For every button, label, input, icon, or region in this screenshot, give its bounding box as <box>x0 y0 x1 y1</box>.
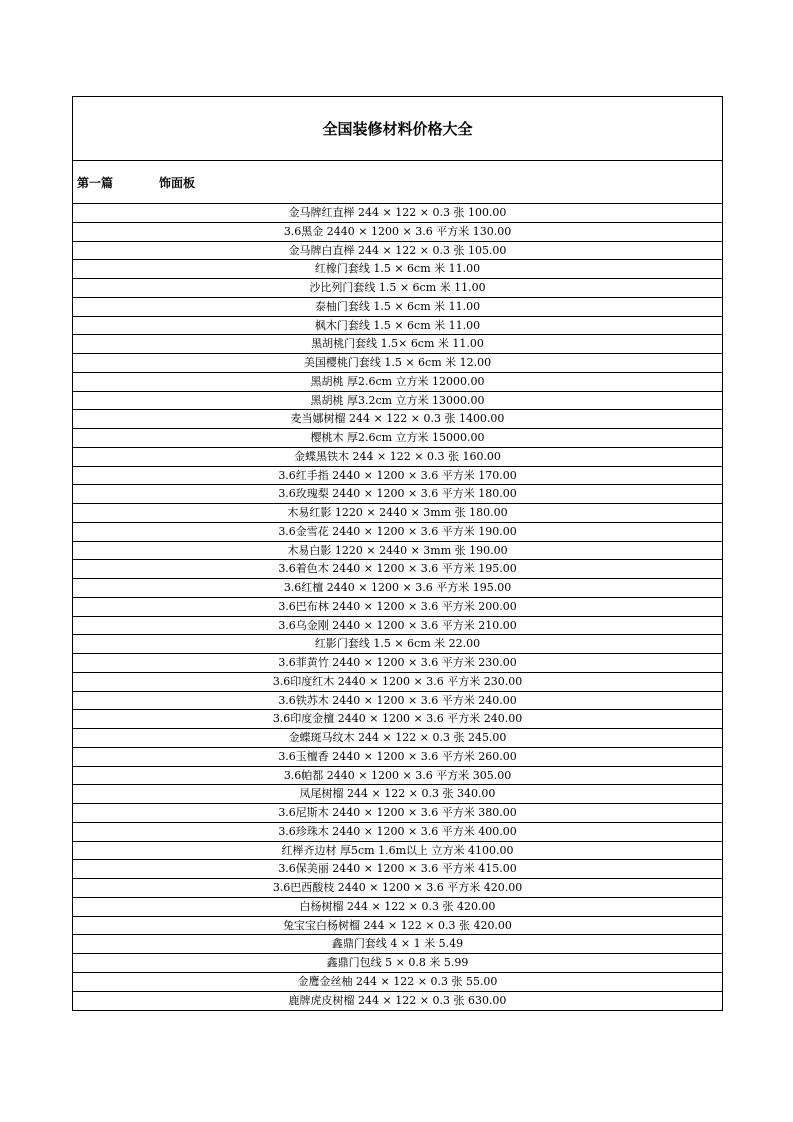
material-price-row: 凤尾树榴 244 × 122 × 0.3 张 340.00 <box>73 785 722 804</box>
material-price-row: 鑫鼎门包线 5 × 0.8 米 5.99 <box>73 954 722 973</box>
document-title: 全国装修材料价格大全 <box>322 120 473 138</box>
material-price-row: 3.6菲黄竹 2440 × 1200 × 3.6 平方米 230.00 <box>73 654 722 673</box>
material-price-row: 3.6巴西酸枝 2440 × 1200 × 3.6 平方米 420.00 <box>73 879 722 898</box>
material-price-row: 3.6乌金刚 2440 × 1200 × 3.6 平方米 210.00 <box>73 617 722 636</box>
material-price-row: 金马牌红直榉 244 × 122 × 0.3 张 100.00 <box>73 204 722 223</box>
material-price-row: 3.6珍珠木 2440 × 1200 × 3.6 平方米 400.00 <box>73 823 722 842</box>
material-price-row: 沙比列门套线 1.5 × 6cm 米 11.00 <box>73 279 722 298</box>
material-price-row: 黑胡桃 厚2.6cm 立方米 12000.00 <box>73 373 722 392</box>
material-price-row: 3.6铁苏木 2440 × 1200 × 3.6 平方米 240.00 <box>73 692 722 711</box>
material-price-row: 3.6帕都 2440 × 1200 × 3.6 平方米 305.00 <box>73 767 722 786</box>
material-price-row: 红榉齐边材 厚5cm 1.6m以上 立方米 4100.00 <box>73 842 722 861</box>
material-price-row: 3.6金雪花 2440 × 1200 × 3.6 平方米 190.00 <box>73 523 722 542</box>
price-table <box>72 96 723 1011</box>
material-price-row: 红橡门套线 1.5 × 6cm 米 11.00 <box>73 260 722 279</box>
material-price-row: 3.6印度红木 2440 × 1200 × 3.6 平方米 230.00 <box>73 673 722 692</box>
material-price-row: 泰柚门套线 1.5 × 6cm 米 11.00 <box>73 298 722 317</box>
material-price-row: 金蝶黑铁木 244 × 122 × 0.3 张 160.00 <box>73 448 722 467</box>
section-header-row <box>73 161 722 204</box>
material-price-row: 木易红影 1220 × 2440 × 3mm 张 180.00 <box>73 504 722 523</box>
section-number: 第一篇 <box>77 175 114 190</box>
material-price-row: 3.6玫瑰梨 2440 × 1200 × 3.6 平方米 180.00 <box>73 485 722 504</box>
material-price-row: 鹿牌虎皮树榴 244 × 122 × 0.3 张 630.00 <box>288 993 507 1007</box>
material-price-row: 黑胡桃门套线 1.5× 6cm 米 11.00 <box>73 335 722 354</box>
material-price-row: 3.6红檀 2440 × 1200 × 3.6 平方米 195.00 <box>73 579 722 598</box>
material-price-row: 金鹰金丝柚 244 × 122 × 0.3 张 55.00 <box>73 973 722 992</box>
material-price-row: 白杨树榴 244 × 122 × 0.3 张 420.00 <box>73 898 722 917</box>
material-price-row: 3.6玉檀香 2440 × 1200 × 3.6 平方米 260.00 <box>73 748 722 767</box>
material-price-row: 3.6黑金 2440 × 1200 × 3.6 平方米 130.00 <box>73 223 722 242</box>
material-price-row: 3.6印度金檀 2440 × 1200 × 3.6 平方米 240.00 <box>73 710 722 729</box>
material-price-row: 3.6红手指 2440 × 1200 × 3.6 平方米 170.00 <box>73 467 722 486</box>
material-price-row: 兔宝宝白杨树榴 244 × 122 × 0.3 张 420.00 <box>73 917 722 936</box>
material-price-row: 枫木门套线 1.5 × 6cm 米 11.00 <box>73 317 722 336</box>
material-price-row: 美国樱桃门套线 1.5 × 6cm 米 12.00 <box>73 354 722 373</box>
material-price-row: 3.6保美丽 2440 × 1200 × 3.6 平方米 415.00 <box>73 860 722 879</box>
material-price-row: 鑫鼎门套线 4 × 1 米 5.49 <box>73 935 722 954</box>
material-price-row: 3.6巴布林 2440 × 1200 × 3.6 平方米 200.00 <box>73 598 722 617</box>
material-price-row: 麦当娜树榴 244 × 122 × 0.3 张 1400.00 <box>73 410 722 429</box>
material-price-row: 金蝶斑马纹木 244 × 122 × 0.3 张 245.00 <box>73 729 722 748</box>
material-price-row: 樱桃木 厚2.6cm 立方米 15000.00 <box>73 429 722 448</box>
material-price-row: 金马牌白直榉 244 × 122 × 0.3 张 105.00 <box>73 242 722 261</box>
title-row <box>73 97 722 161</box>
material-price-list <box>73 204 722 1010</box>
section-name: 饰面板 <box>159 175 196 190</box>
material-price-row: 3.6尼斯木 2440 × 1200 × 3.6 平方米 380.00 <box>73 804 722 823</box>
material-price-row: 红影门套线 1.5 × 6cm 米 22.00 <box>73 635 722 654</box>
material-price-row: 3.6着色木 2440 × 1200 × 3.6 平方米 195.00 <box>73 560 722 579</box>
material-price-row: 黑胡桃 厚3.2cm 立方米 13000.00 <box>73 392 722 411</box>
material-price-row: 木易白影 1220 × 2440 × 3mm 张 190.00 <box>73 542 722 561</box>
